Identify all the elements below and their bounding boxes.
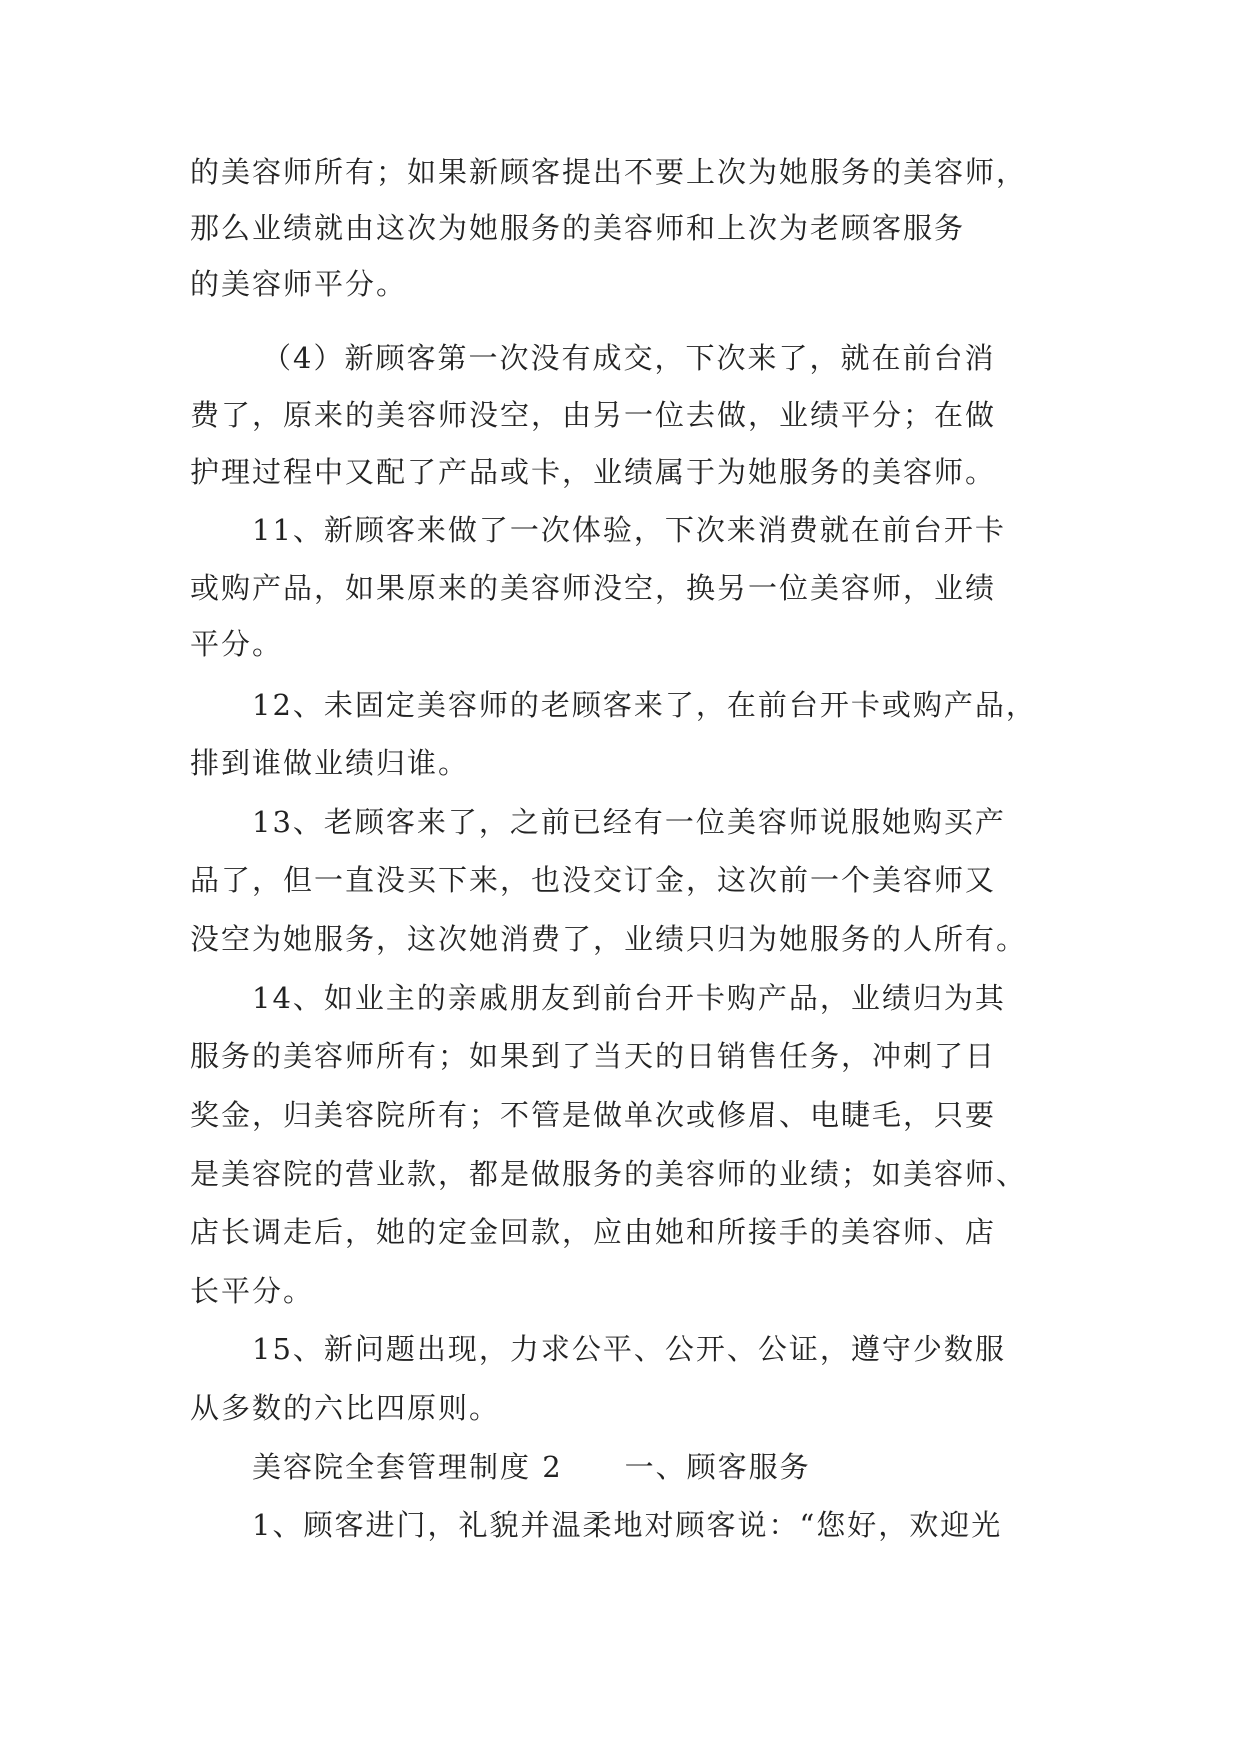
text-line-11: 排到谁做业绩归谁。	[190, 746, 470, 780]
text-line-21: 15、新问题出现，力求公平、公开、公证，遵守少数服	[252, 1332, 1006, 1366]
text-line-19: 店长调走后，她的定金回款，应由她和所接手的美容师、店	[190, 1215, 997, 1249]
text-line-20: 长平分。	[190, 1274, 315, 1308]
text-line-3: 的美容师平分。	[190, 267, 408, 301]
text-line-5: 费了，原来的美容师没空，由另一位去做，业绩平分；在做	[190, 398, 997, 432]
text-line-17: 奖金，归美容院所有；不管是做单次或修眉、电睫毛，只要	[190, 1098, 997, 1132]
text-line-10: 12、未固定美容师的老顾客来了，在前台开卡或购产品，	[252, 688, 1037, 722]
text-line-15: 14、如业主的亲戚朋友到前台开卡购产品，业绩归为其	[252, 981, 1006, 1015]
text-line-6: 护理过程中又配了产品或卡，业绩属于为她服务的美容师。	[190, 455, 997, 489]
text-line-22: 从多数的六比四原则。	[190, 1391, 501, 1425]
section-heading: 美容院全套管理制度 2 一、顾客服务	[252, 1450, 811, 1484]
text-line-7: 11、新顾客来做了一次体验，下次来消费就在前台开卡	[252, 513, 1006, 547]
text-line-4: （4）新顾客第一次没有成交，下次来了，就在前台消	[262, 341, 996, 375]
text-line-12: 13、老顾客来了，之前已经有一位美容师说服她购买产	[252, 805, 1006, 839]
text-line-9: 平分。	[190, 627, 284, 661]
text-line-14: 没空为她服务，这次她消费了，业绩只归为她服务的人所有。	[190, 922, 1028, 956]
text-line-13: 品了，但一直没买下来，也没交订金，这次前一个美容师又	[190, 863, 997, 897]
text-line-8: 或购产品，如果原来的美容师没空，换另一位美容师，业绩	[190, 571, 997, 605]
text-line-2: 那么业绩就由这次为她服务的美容师和上次为老顾客服务	[190, 211, 966, 245]
text-line-18: 是美容院的营业款，都是做服务的美容师的业绩；如美容师、	[190, 1157, 1028, 1191]
text-line-16: 服务的美容师所有；如果到了当天的日销售任务，冲刺了日	[190, 1039, 997, 1073]
text-line-24: 1、顾客进门，礼貌并温柔地对顾客说：“您好，欢迎光	[252, 1508, 1003, 1542]
text-line-1: 的美容师所有；如果新顾客提出不要上次为她服务的美容师，	[190, 155, 1028, 189]
